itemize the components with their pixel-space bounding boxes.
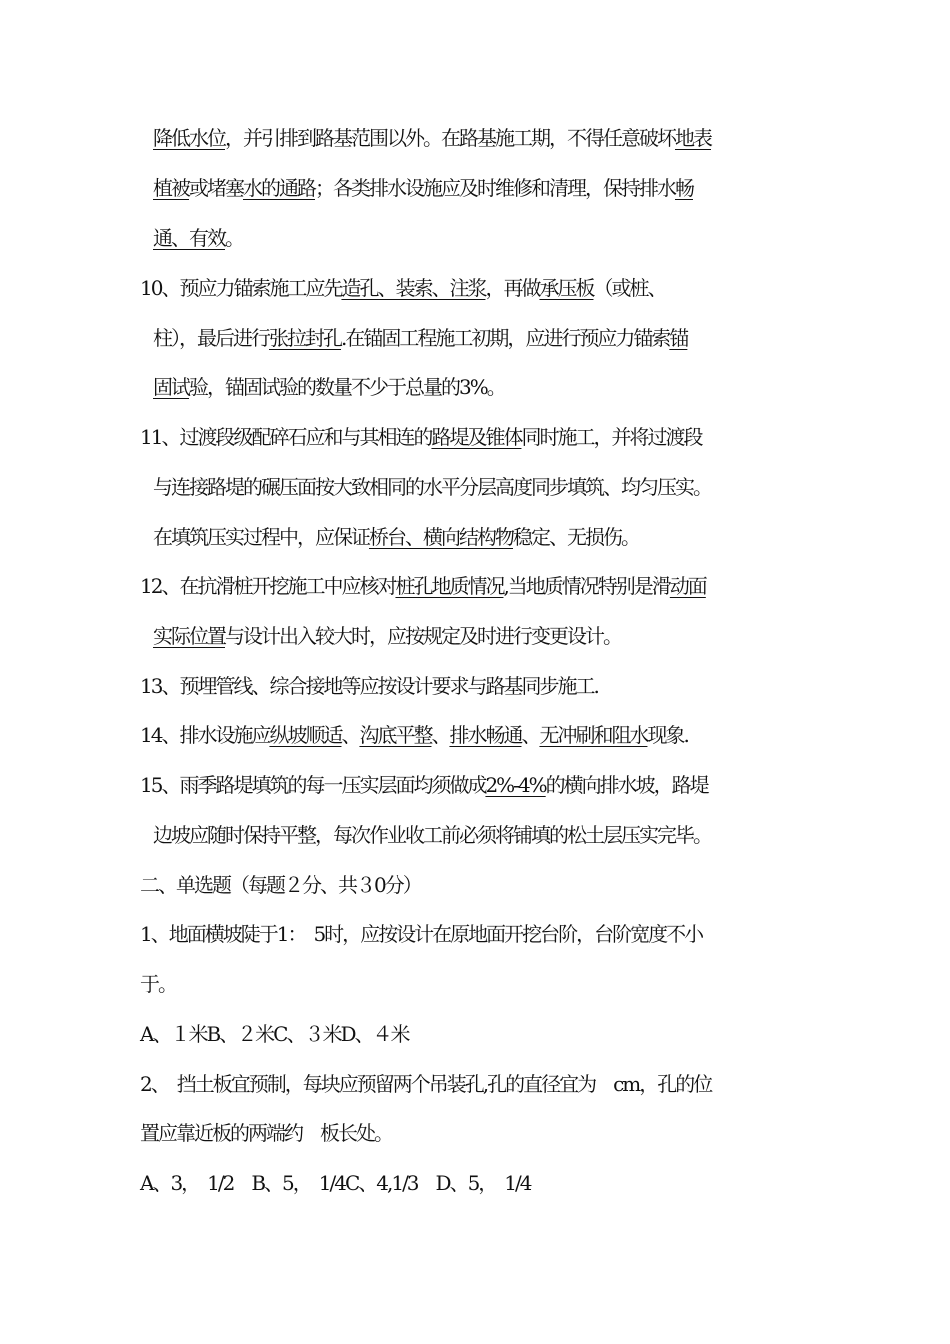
underlined-answer: 无冲刷和阻水 [539,723,648,747]
text-segment: 、 [431,723,450,747]
text-segment: ,当地质情况特别是滑 [503,574,670,598]
underlined-answer: 降低水位 [153,126,225,150]
text-segment: 11、过渡段级配碎石应和与其相连的 [140,425,432,449]
text-segment: 1、地面横坡陡于1： 5时，应按设计在原地面开挖台阶，台阶宽度不小 [140,922,703,946]
text-line [153,622,950,650]
text-segment: 在填筑压实过程中，应保证 [153,525,369,549]
text-segment: 的横向排水坡，路堤 [545,773,708,797]
text-segment: （或桩、 [593,276,666,300]
text-line [140,672,950,700]
text-segment: 于。 [140,972,176,996]
underlined-answer: 水的通路 [243,176,315,200]
underlined-answer: 桥台、横向结构物 [369,525,513,549]
text-segment: 边坡应随时保持平整，每次作业收工前必须将铺填的松土层压实完毕。 [153,823,711,847]
text-segment: 、 [521,723,540,747]
text-segment: ；各类排水设施应及时维修和清理，保持排水 [315,176,675,200]
text-segment: 二、单选题（每题２分、共３0分） [140,873,421,897]
text-segment: 与连接路堤的碾压面按大致相同的水平分层高度同步填筑、均匀压实。 [153,475,711,499]
text-segment: .在锚固工程施工初期，应进行预应力锚索 [341,326,670,350]
text-segment: A、１米B、２米C、３米D、４米 [140,1022,409,1046]
underlined-answer: 锚 [669,326,688,350]
text-segment: A、3， 1/2 B、5， 1/4C、4,1/3 D、5， 1/4 [140,1171,531,1195]
underlined-answer: 桩孔地质情况 [395,574,504,598]
text-segment: 现象. [647,723,688,747]
text-line [140,970,950,998]
underlined-answer: 纵坡顺适 [269,723,342,747]
underlined-answer: 地表 [675,126,711,150]
text-line [140,572,950,600]
underlined-answer: 动面 [669,574,706,598]
text-line [140,274,950,302]
text-line [153,324,950,352]
text-segment: ，并引排到路基范围以外。在路基施工期，不得任意破坏 [225,126,675,150]
underlined-answer: 沟底平整 [359,723,432,747]
text-segment: 。 [225,226,243,250]
text-line [140,423,950,451]
text-segment: 2、 挡土板宜预制，每块应预留两个吊装孔,孔的直径宜为 cm，孔的位 [140,1072,712,1096]
text-segment: 15、雨季路堤填筑的每一压实层面均须做成 [140,773,486,797]
underlined-answer: 张拉封孔 [269,326,341,350]
text-segment: 12、在抗滑桩开挖施工中应核对 [140,574,396,598]
text-segment: 、 [341,723,360,747]
text-line [140,1119,950,1147]
text-line [140,1020,950,1048]
text-segment: 验，锚固试验的数量不少于总量的3%。 [189,375,505,399]
underlined-answer: 通、有效 [153,226,225,250]
text-line [140,920,950,948]
underlined-answer: 承压板 [539,276,594,300]
text-line [140,1169,950,1197]
underlined-answer: 植被 [153,176,189,200]
text-segment: 与设计出入较大时，应按规定及时进行变更设计。 [225,624,621,648]
text-line [153,124,950,152]
underlined-answer: 路堤及锥体 [431,425,522,449]
underlined-answer: 排水畅通 [449,723,522,747]
text-segment: 13、预埋管线、综合接地等应按设计要求与路基同步施工. [140,674,598,698]
text-line [153,821,950,849]
text-segment: 10、预应力锚索施工应先 [140,276,342,300]
underlined-answer: 造孔、装索、注浆 [341,276,486,300]
text-line [153,373,950,401]
text-line [140,721,950,749]
text-line [140,771,950,799]
underlined-answer: 2%-4% [485,773,546,797]
text-line [140,1070,950,1098]
text-segment: 同时施工，并将过渡段 [521,425,702,449]
text-line [153,224,950,252]
text-segment: 置应靠近板的两端约 板长处。 [140,1121,392,1145]
text-segment: 14、排水设施应 [140,723,270,747]
underlined-answer: 实际位置 [153,624,225,648]
text-segment: 或堵塞 [189,176,243,200]
text-line [153,174,950,202]
text-line [153,473,950,501]
text-line [153,523,950,551]
underlined-answer: 固试 [153,375,189,399]
text-segment: 稳定、无损伤。 [513,525,639,549]
text-segment: ，再做 [485,276,540,300]
underlined-answer: 畅 [675,176,693,200]
text-line [140,871,950,899]
text-segment: 柱），最后进行 [153,326,269,350]
